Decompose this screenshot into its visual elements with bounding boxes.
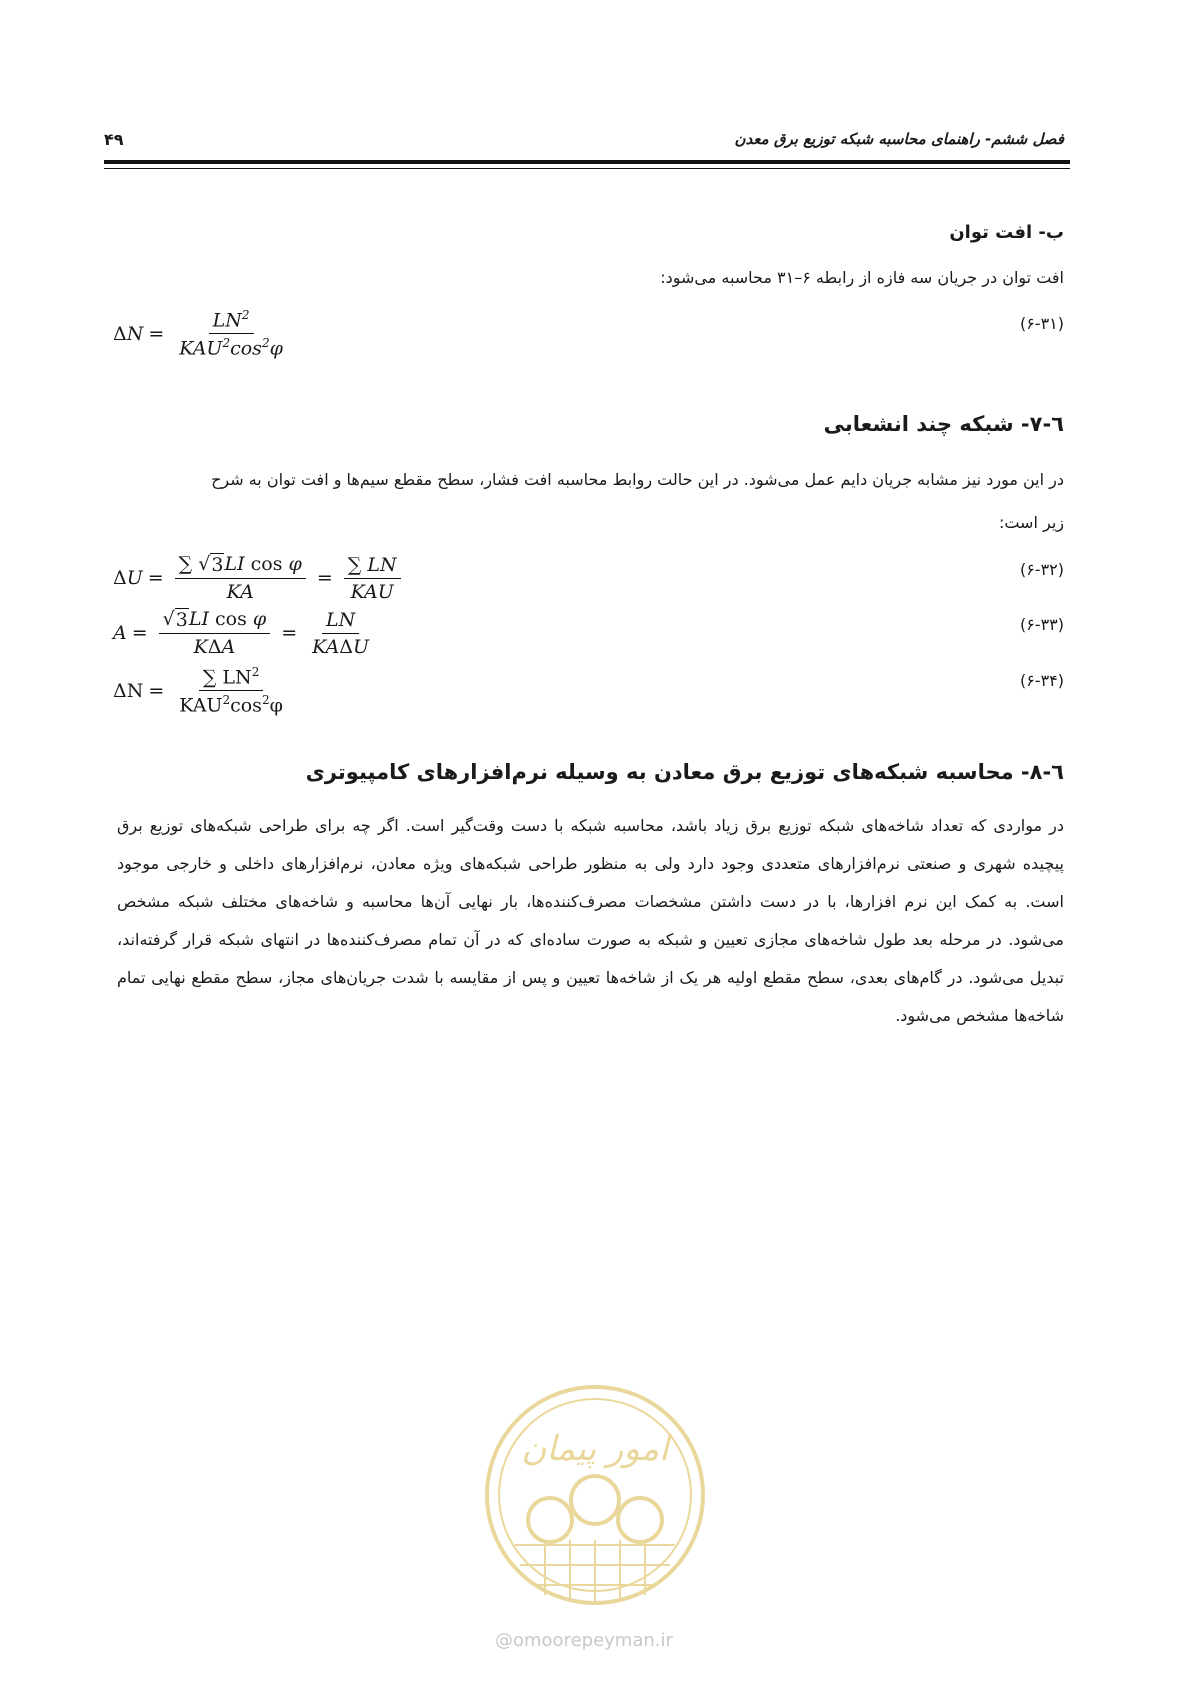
watermark-logo [480, 1380, 710, 1610]
section-intro: افت توان در جریان سه فازه از رابطه ۶–۳۱ محاسبه می‌شود: [660, 268, 1064, 287]
equation-number: (۶-۳۱) [1019, 314, 1064, 333]
equation-number: (۶-۳۲) [1019, 560, 1064, 579]
equation-33: A = √ 3 LI cos φ KΔA = $\frac{LN}{\text{KAΔU}}$ [113, 608, 370, 658]
header-rule [104, 160, 1070, 164]
section-heading-power-loss: ب- افت توان [949, 222, 1064, 243]
page-number: ۴۹ [104, 130, 124, 149]
equation-32: Δ U = ∑ √ 3 LI cos φ KA = $\frac{\sum LN}{\text{KAU}}$ [113, 553, 407, 603]
watermark-url: @omoorepeyman.ir [495, 1630, 673, 1651]
equation-31: Δ N = $\frac{LN^2}{KAU^2\cos^2\varphi}$ [113, 308, 283, 360]
section-heading-multi-branch: ٦-۷- شبکه چند انشعابی [823, 412, 1064, 436]
paragraph-line: زیر است: [998, 513, 1064, 532]
chapter-title: فصل ششم- راهنمای محاسبه شبکه توزیع برق معدن [734, 130, 1064, 148]
section-heading-software: ٦-۸- محاسبه شبکه‌های توزیع برق معادن به وسیله نرم‌افزارهای کامپیوتری [305, 760, 1064, 784]
equation-number: (۶-۳۳) [1019, 615, 1064, 634]
section-paragraph: در مواردی که تعداد شاخه‌های شبکه توزیع برق زیاد باشد، محاسبه شبکه با دست وقت‌گیر است. اگر چه برای طراحی شبکه‌های توزیع برق پیچیده شهری و صنعتی نرم‌افزارهای متعددی وجود دارد ولی به منظور طراحی شبکه‌های ویژه معادن، نرم‌افزارهای داخلی و خارجی موجود است. به کمک این نرم افزارها، با در دست داشتن مشخصات مصرف‌کننده‌ها، بار نهایی آن‌ها محاسبه و شاخه‌های مختلف شبکه مشخص می‌شود. در مرحله بعد طول شاخه‌های مجازی تعیین و شبکه به صورت ساده‌ای که در آن تمام مصرف‌کننده‌ها در انتهای شبکه قرار گرفته‌اند، تبدیل می‌شود. در گام‌های بعدی، سطح مقطع اولیه هر یک از شاخه‌ها تعیین و پس از مقایسه با شدت جریان‌های مجاز، سطح مقطع نهایی تمام شاخه‌ها مشخص می‌شود. [117, 816, 1064, 1025]
header-rule-thin [104, 168, 1070, 169]
paragraph-line: در این مورد نیز مشابه جریان دایم عمل می‌شود. در این حالت روابط محاسبه افت فشار، سطح مقطع سیم‌ها و افت توان به شرح [211, 470, 1064, 489]
equation-number: (۶-۳۴) [1019, 671, 1064, 690]
watermark-logo-text: امور پیمان [521, 1429, 669, 1469]
equation-34: ΔN = $\frac{\sum LN^2}{KAU^2\cos^2\varphi}$ [113, 665, 283, 717]
